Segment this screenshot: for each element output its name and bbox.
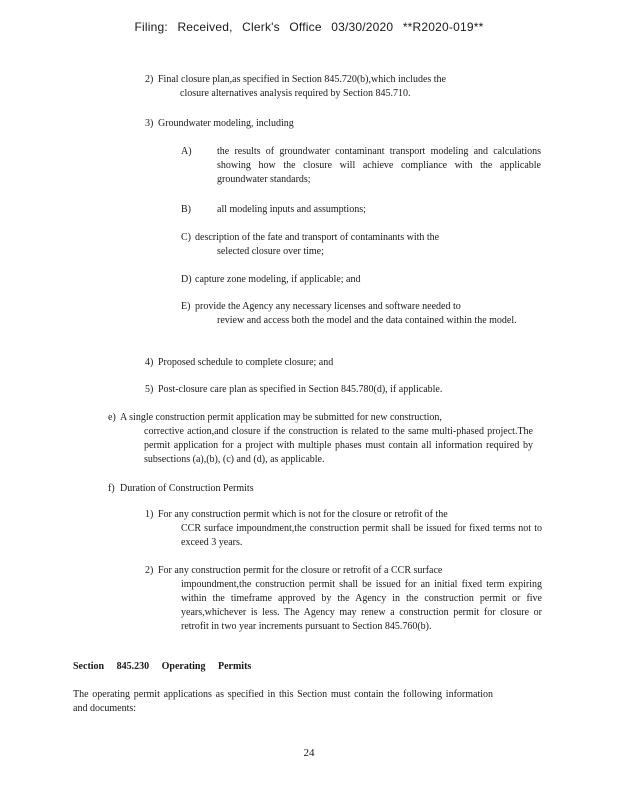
sub-label: C) <box>181 232 191 243</box>
list-label: 1) <box>145 509 154 520</box>
item-text-first: A single construction permit application may be submitted for new construction, <box>120 412 442 423</box>
item-text-rest: corrective action,and closure if the construction is related to the same multi-phased project.The permit application for a project with multiple phases must contain all information required by subsections (a),(b), (c) and (d), as applicable. <box>144 426 533 465</box>
item-label: e) <box>108 412 116 423</box>
sub-label: D) <box>181 274 192 285</box>
sub-text-first: description of the fate and transport of contaminants with the <box>195 232 440 243</box>
sub-text: the results of groundwater contaminant transport modeling and calculations showing how the closure will achieve compliance with the applicable groundwater standards; <box>217 146 541 185</box>
list-text-rest: CCR surface impoundment,the construction permit shall be issued for fixed terms not to exceed 3 years. <box>181 523 542 548</box>
sub-item-b <box>181 203 541 217</box>
list-text: Groundwater modeling, including <box>158 118 294 129</box>
filing-header: Filing: Received, Clerk's Office 03/30/2020 **R2020-019** <box>134 20 484 34</box>
item-e <box>108 411 533 467</box>
list-label: 2) <box>145 565 154 576</box>
list-text-first: Final closure plan,as specified in Section 845.720(b),which includes the <box>158 74 446 85</box>
list-item-5 <box>145 383 525 397</box>
sub-label: B) <box>181 204 191 215</box>
item-text: Duration of Construction Permits <box>120 483 254 494</box>
list-text: Post-closure care plan as specified in Section 845.780(d), if applicable. <box>158 384 443 395</box>
list-text-first: For any construction permit for the closure or retrofit of a CCR surface <box>158 565 443 576</box>
f-list-item-2 <box>145 564 542 634</box>
f-list-item-1 <box>145 508 542 550</box>
list-text: Proposed schedule to complete closure; and <box>158 357 334 368</box>
list-item-2 <box>145 73 515 101</box>
sub-text-rest: selected closure over time; <box>217 246 324 257</box>
section-title: Section 845.230 Operating Permits <box>73 661 252 672</box>
sub-item-c <box>181 231 541 259</box>
list-text-rest: closure alternatives analysis required by Section 845.710. <box>180 88 411 99</box>
sub-item-a <box>181 145 541 187</box>
list-text-rest: impoundment,the construction permit shall be issued for an initial fixed term expiring within the timeframe approved by the Agency in the construction permit or five years,whichever is less. The Agency may renew a construction permit for closure or retrofit in two year increments pursuant to Section 845.760(b). <box>181 579 542 632</box>
list-label: 2) <box>145 74 154 85</box>
sub-text: all modeling inputs and assumptions; <box>217 204 366 215</box>
item-f <box>108 482 408 496</box>
sub-text-rest: review and access both the model and the data contained within the model. <box>217 315 517 326</box>
page-number: 24 <box>303 747 315 759</box>
sub-item-e <box>181 300 541 328</box>
item-label: f) <box>108 483 115 494</box>
sub-text: capture zone modeling, if applicable; and <box>195 274 361 285</box>
list-item-4 <box>145 356 505 370</box>
list-item-3 <box>145 117 445 131</box>
sub-text-first: provide the Agency any necessary licenses and software needed to <box>195 301 461 312</box>
list-label: 4) <box>145 357 154 368</box>
sub-item-d <box>181 273 541 287</box>
sub-label: A) <box>181 146 192 157</box>
list-label: 3) <box>145 118 154 129</box>
sub-label: E) <box>181 301 191 312</box>
closing-paragraph: The operating permit applications as specified in this Section must contain the following information and documents: <box>73 689 493 714</box>
list-text-first: For any construction permit which is not for the closure or retrofit of the <box>158 509 448 520</box>
list-label: 5) <box>145 384 154 395</box>
